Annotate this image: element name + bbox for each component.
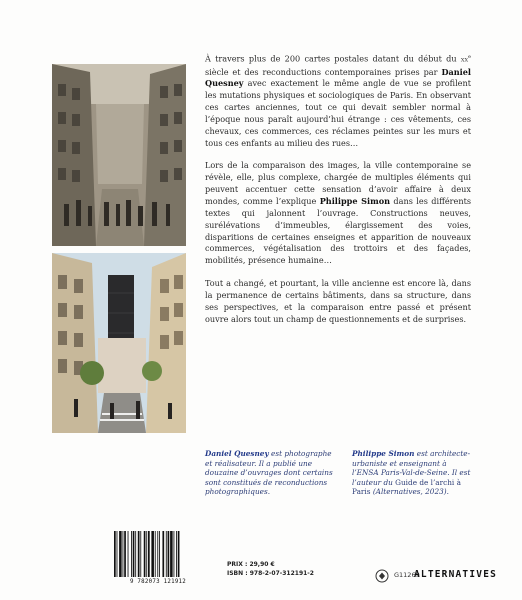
isbn: ISBN : 978-2-07-312191-2 <box>227 569 314 577</box>
barcode <box>112 531 204 581</box>
text: À travers plus de 200 cartes postales datant du début du <box>205 53 461 64</box>
bio-name: Philippe Simon <box>352 449 415 458</box>
publisher-name: Alternatives <box>375 487 421 496</box>
paragraph-3: Tout a changé, et pourtant, la ville ancienne est encore là, dans la permanence de certains bâtiments, dans sa structure, dans ses perspectives, et la comparaison entre passé et présent ouvre alors tout un champ de questionnements et de surprises. <box>205 278 471 324</box>
bio-philippe-simon <box>352 449 474 497</box>
text: Lors de la comparaison des images, la ville contemporaine se révèle, elle, plus complexe, chargée de multiples éléments qui peuvent accentuer cette sensation d’avoir affaire à deux mondes, comme l’explique <box>205 160 471 206</box>
publisher-brand: ALTERNATIVES <box>414 569 498 580</box>
century-sup: e <box>468 54 471 60</box>
product-code: G11269 <box>394 571 420 579</box>
author-name: Philippe Simon <box>319 196 391 206</box>
price-block <box>227 561 314 578</box>
price: PRIX : 29,90 € <box>227 561 275 568</box>
bio-text: ( <box>370 487 376 496</box>
text: dans les différents textes qui jalonnent l’ouvrage. Constructions neuves, surélévations d’immeubles, élargissement des voies, disparitions de certaines enseignes et apparition de nouveaux commerces, végétalisation des trottoirs et des façades, mobilités, présence humaine… <box>205 196 472 266</box>
bio-name: Daniel Quesney <box>205 449 269 458</box>
century-roman: xx <box>460 55 469 64</box>
description <box>205 52 471 336</box>
book-title: Guide de l’archi à Paris <box>352 477 461 496</box>
paragraph-2 <box>205 160 471 267</box>
text: siècle et des reconductions contemporaines prises par <box>205 66 442 77</box>
old-postcard-photo <box>52 64 186 246</box>
paragraph-1 <box>205 52 471 149</box>
bio-daniel-quesney <box>205 449 339 497</box>
bio-text: est architecte-urbaniste et enseignant à l’ENSA Paris-Val-de-Seine. Il est l’auteur du <box>352 449 471 487</box>
modern-street-photo <box>52 253 186 433</box>
bio-text: est photographe et réalisateur. Il a publié une douzaine d’ouvrages dont certains sont constitués de reconductions photographiques. <box>205 449 333 496</box>
author-name: Daniel Quesney <box>205 66 471 89</box>
barcode-number: 9 782073 121912 <box>129 579 187 585</box>
text: avec exactement le même angle de vue se profilent les mutations physiques et sociologiques de Paris. En observant ces cartes anciennes, tout ce qui devait sembler normal à l’époque nous paraît aujourd’hui étrange : ces vêtements, ces chevaux, ces commerces, ces réclames peintes sur les murs et tous ces enfants au milieu des rues… <box>205 78 471 148</box>
bio-text: , 2023). <box>420 487 449 496</box>
